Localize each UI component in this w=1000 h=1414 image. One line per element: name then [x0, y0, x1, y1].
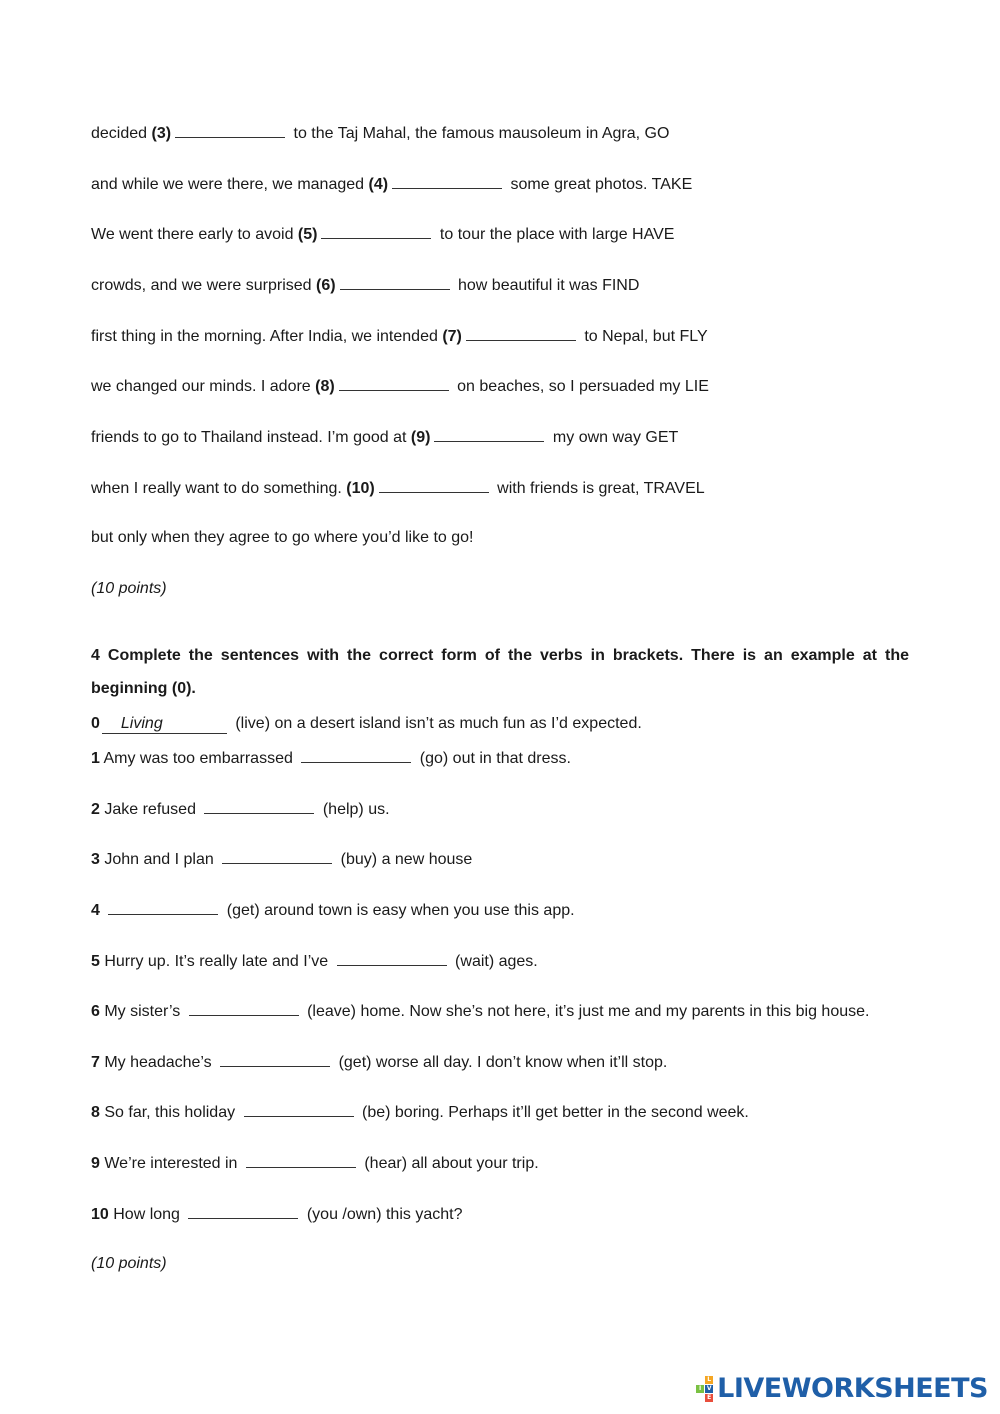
liveworksheets-logo-icon [696, 1376, 713, 1402]
p4-item-6-blank[interactable] [189, 1001, 299, 1016]
p3-blank-5[interactable] [321, 224, 431, 239]
p4-item-3-number: 3 [91, 851, 100, 868]
p4-item-4 [91, 900, 575, 921]
p4-item-3 [91, 849, 472, 870]
p3-line-5-text: We went there early to avoid [91, 226, 298, 243]
p3-blank-3[interactable] [175, 123, 285, 138]
p3-blank-9[interactable] [434, 427, 544, 442]
p4-example [91, 714, 642, 734]
p4-item-7 [91, 1052, 667, 1073]
p3-blank-7[interactable] [466, 326, 576, 341]
p4-item-7-rest: (get) worse all day. I don’t know when it’ll stop. [334, 1054, 668, 1071]
p3-number-9: (9) [410, 429, 431, 446]
p3-line-3-rest: to the Taj Mahal, the famous mausoleum in Agra, GO [289, 125, 670, 142]
p4-item-10-number: 10 [91, 1206, 109, 1223]
p3-line-7-rest: to Nepal, but FLY [579, 328, 708, 345]
p4-example-number: 0 [91, 715, 100, 732]
p3-line-4-text: and while we were there, we managed [91, 176, 369, 193]
p4-item-4-blank[interactable] [108, 900, 218, 915]
p3-line-3-text: decided [91, 125, 152, 142]
p3-line-7-text: first thing in the morning. After India, we intended [91, 328, 443, 345]
p4-item-5-number: 5 [91, 953, 100, 970]
p4-item-1 [91, 748, 571, 769]
p3-line-5-rest: to tour the place with large HAVE [435, 226, 675, 243]
p3-points: (10 points) [91, 580, 167, 597]
p4-item-3-text: John and I plan [99, 851, 219, 868]
p4-item-1-number: 1 [91, 750, 100, 767]
p4-item-2-rest: (help) us. [318, 801, 390, 818]
p3-line-10 [91, 478, 705, 499]
p3-line-9-text: friends to go to Thailand instead. I’m good at [91, 429, 411, 446]
p4-example-answer: Living [102, 715, 227, 734]
p4-item-9-blank[interactable] [246, 1153, 356, 1168]
p4-item-4-rest: (get) around town is easy when you use this app. [222, 902, 575, 919]
p3-number-10: (10) [346, 480, 375, 497]
p4-item-8-blank[interactable] [244, 1102, 354, 1117]
p3-number-6: (6) [315, 277, 336, 294]
p4-item-3-rest: (buy) a new house [336, 851, 473, 868]
p3-line-8-rest: on beaches, so I persuaded my LIE [452, 378, 709, 395]
p3-closing-line: but only when they agree to go where you’d like to go! [91, 529, 474, 546]
p4-item-7-blank[interactable] [220, 1052, 330, 1067]
p4-points: (10 points) [91, 1255, 167, 1272]
p3-blank-10[interactable] [379, 478, 489, 493]
p3-number-4: (4) [368, 176, 389, 193]
p4-item-8-text: So far, this holiday [99, 1104, 240, 1121]
p4-item-1-blank[interactable] [301, 748, 411, 763]
p4-item-10-blank[interactable] [188, 1204, 298, 1219]
p3-line-4 [91, 174, 692, 195]
p3-line-9 [91, 427, 678, 448]
p4-item-9-rest: (hear) all about your trip. [359, 1155, 539, 1172]
p4-item-5 [91, 951, 538, 972]
p4-item-2-text: Jake refused [99, 801, 201, 818]
p4-item-2-number: 2 [91, 801, 100, 818]
p3-line-3 [91, 123, 669, 144]
p4-item-8 [91, 1102, 749, 1123]
logo-mark-cell-1 [696, 1376, 704, 1384]
p3-number-5: (5) [297, 226, 318, 243]
p4-item-4-number: 4 [91, 902, 100, 919]
p4-item-1-text: Amy was too embarrassed [99, 750, 298, 767]
p4-instruction-line1: 4 Complete the sentences with the correct form of the verbs in brackets. There is an example at the [91, 647, 909, 664]
p3-line-10-text: when I really want to do something. [91, 480, 347, 497]
logo-mark-cell-5 [696, 1394, 704, 1402]
p4-instruction-line2: beginning (0). [91, 680, 196, 697]
p4-item-10-rest: (you /own) this yacht? [302, 1206, 463, 1223]
p3-line-8 [91, 376, 709, 397]
p4-item-7-text: My headache’s [99, 1054, 217, 1071]
p4-item-8-rest: (be) boring. Perhaps it’ll get better in the second week. [357, 1104, 749, 1121]
p3-line-4-rest: some great photos. TAKE [506, 176, 693, 193]
p3-line-7 [91, 326, 708, 347]
liveworksheets-logo-text: LIVEWORKSHEETS [717, 1373, 988, 1404]
p4-example-text: (live) on a desert island isn’t as much fun as I’d expected. [230, 715, 642, 732]
logo-mark-cell-e: E [707, 1393, 712, 1401]
p3-line-5 [91, 224, 674, 245]
p4-item-2-blank[interactable] [204, 799, 314, 814]
logo-mark-cell-l: L [705, 1376, 713, 1384]
p4-item-6-text: My sister’s [99, 1003, 185, 1020]
p4-item-6 [91, 1001, 869, 1022]
p3-number-3: (3) [151, 125, 172, 142]
p3-blank-4[interactable] [392, 174, 502, 189]
p3-line-6-rest: how beautiful it was FIND [453, 277, 640, 294]
logo-mark-cell-i: I [696, 1385, 704, 1393]
p4-item-10-text: How long [108, 1206, 185, 1223]
p3-line-6-text: crowds, and we were surprised [91, 277, 316, 294]
p4-item-2 [91, 799, 390, 820]
p4-item-9 [91, 1153, 539, 1174]
p3-number-8: (8) [315, 378, 335, 395]
p3-line-9-rest: my own way GET [548, 429, 679, 446]
p4-item-5-rest: (wait) ages. [450, 953, 538, 970]
liveworksheets-logo[interactable] [696, 1373, 988, 1404]
p3-line-6 [91, 275, 639, 296]
p4-item-5-blank[interactable] [337, 951, 447, 966]
p4-instruction [91, 639, 909, 705]
p4-item-7-number: 7 [91, 1054, 100, 1071]
p4-item-1-rest: (go) out in that dress. [415, 750, 571, 767]
p4-item-6-rest: (leave) home. Now she’s not here, it’s just me and my parents in this big house. [302, 1003, 870, 1020]
p3-blank-6[interactable] [340, 275, 450, 290]
logo-mark-cell-v: V [706, 1384, 712, 1392]
p3-blank-8[interactable] [339, 376, 449, 391]
p4-item-9-text: We’re interested in [99, 1155, 242, 1172]
p4-item-3-blank[interactable] [222, 849, 332, 864]
p3-number-7: (7) [442, 328, 462, 345]
p4-item-9-number: 9 [91, 1155, 100, 1172]
p4-item-4-text [100, 902, 104, 919]
p3-line-10-rest: with friends is great, TRAVEL [492, 480, 705, 497]
p3-line-8-text: we changed our minds. I adore [91, 378, 316, 395]
p4-item-10 [91, 1204, 462, 1225]
p4-item-5-text: Hurry up. It’s really late and I’ve [99, 953, 333, 970]
p4-item-8-number: 8 [91, 1104, 100, 1121]
p4-item-6-number: 6 [91, 1003, 100, 1020]
